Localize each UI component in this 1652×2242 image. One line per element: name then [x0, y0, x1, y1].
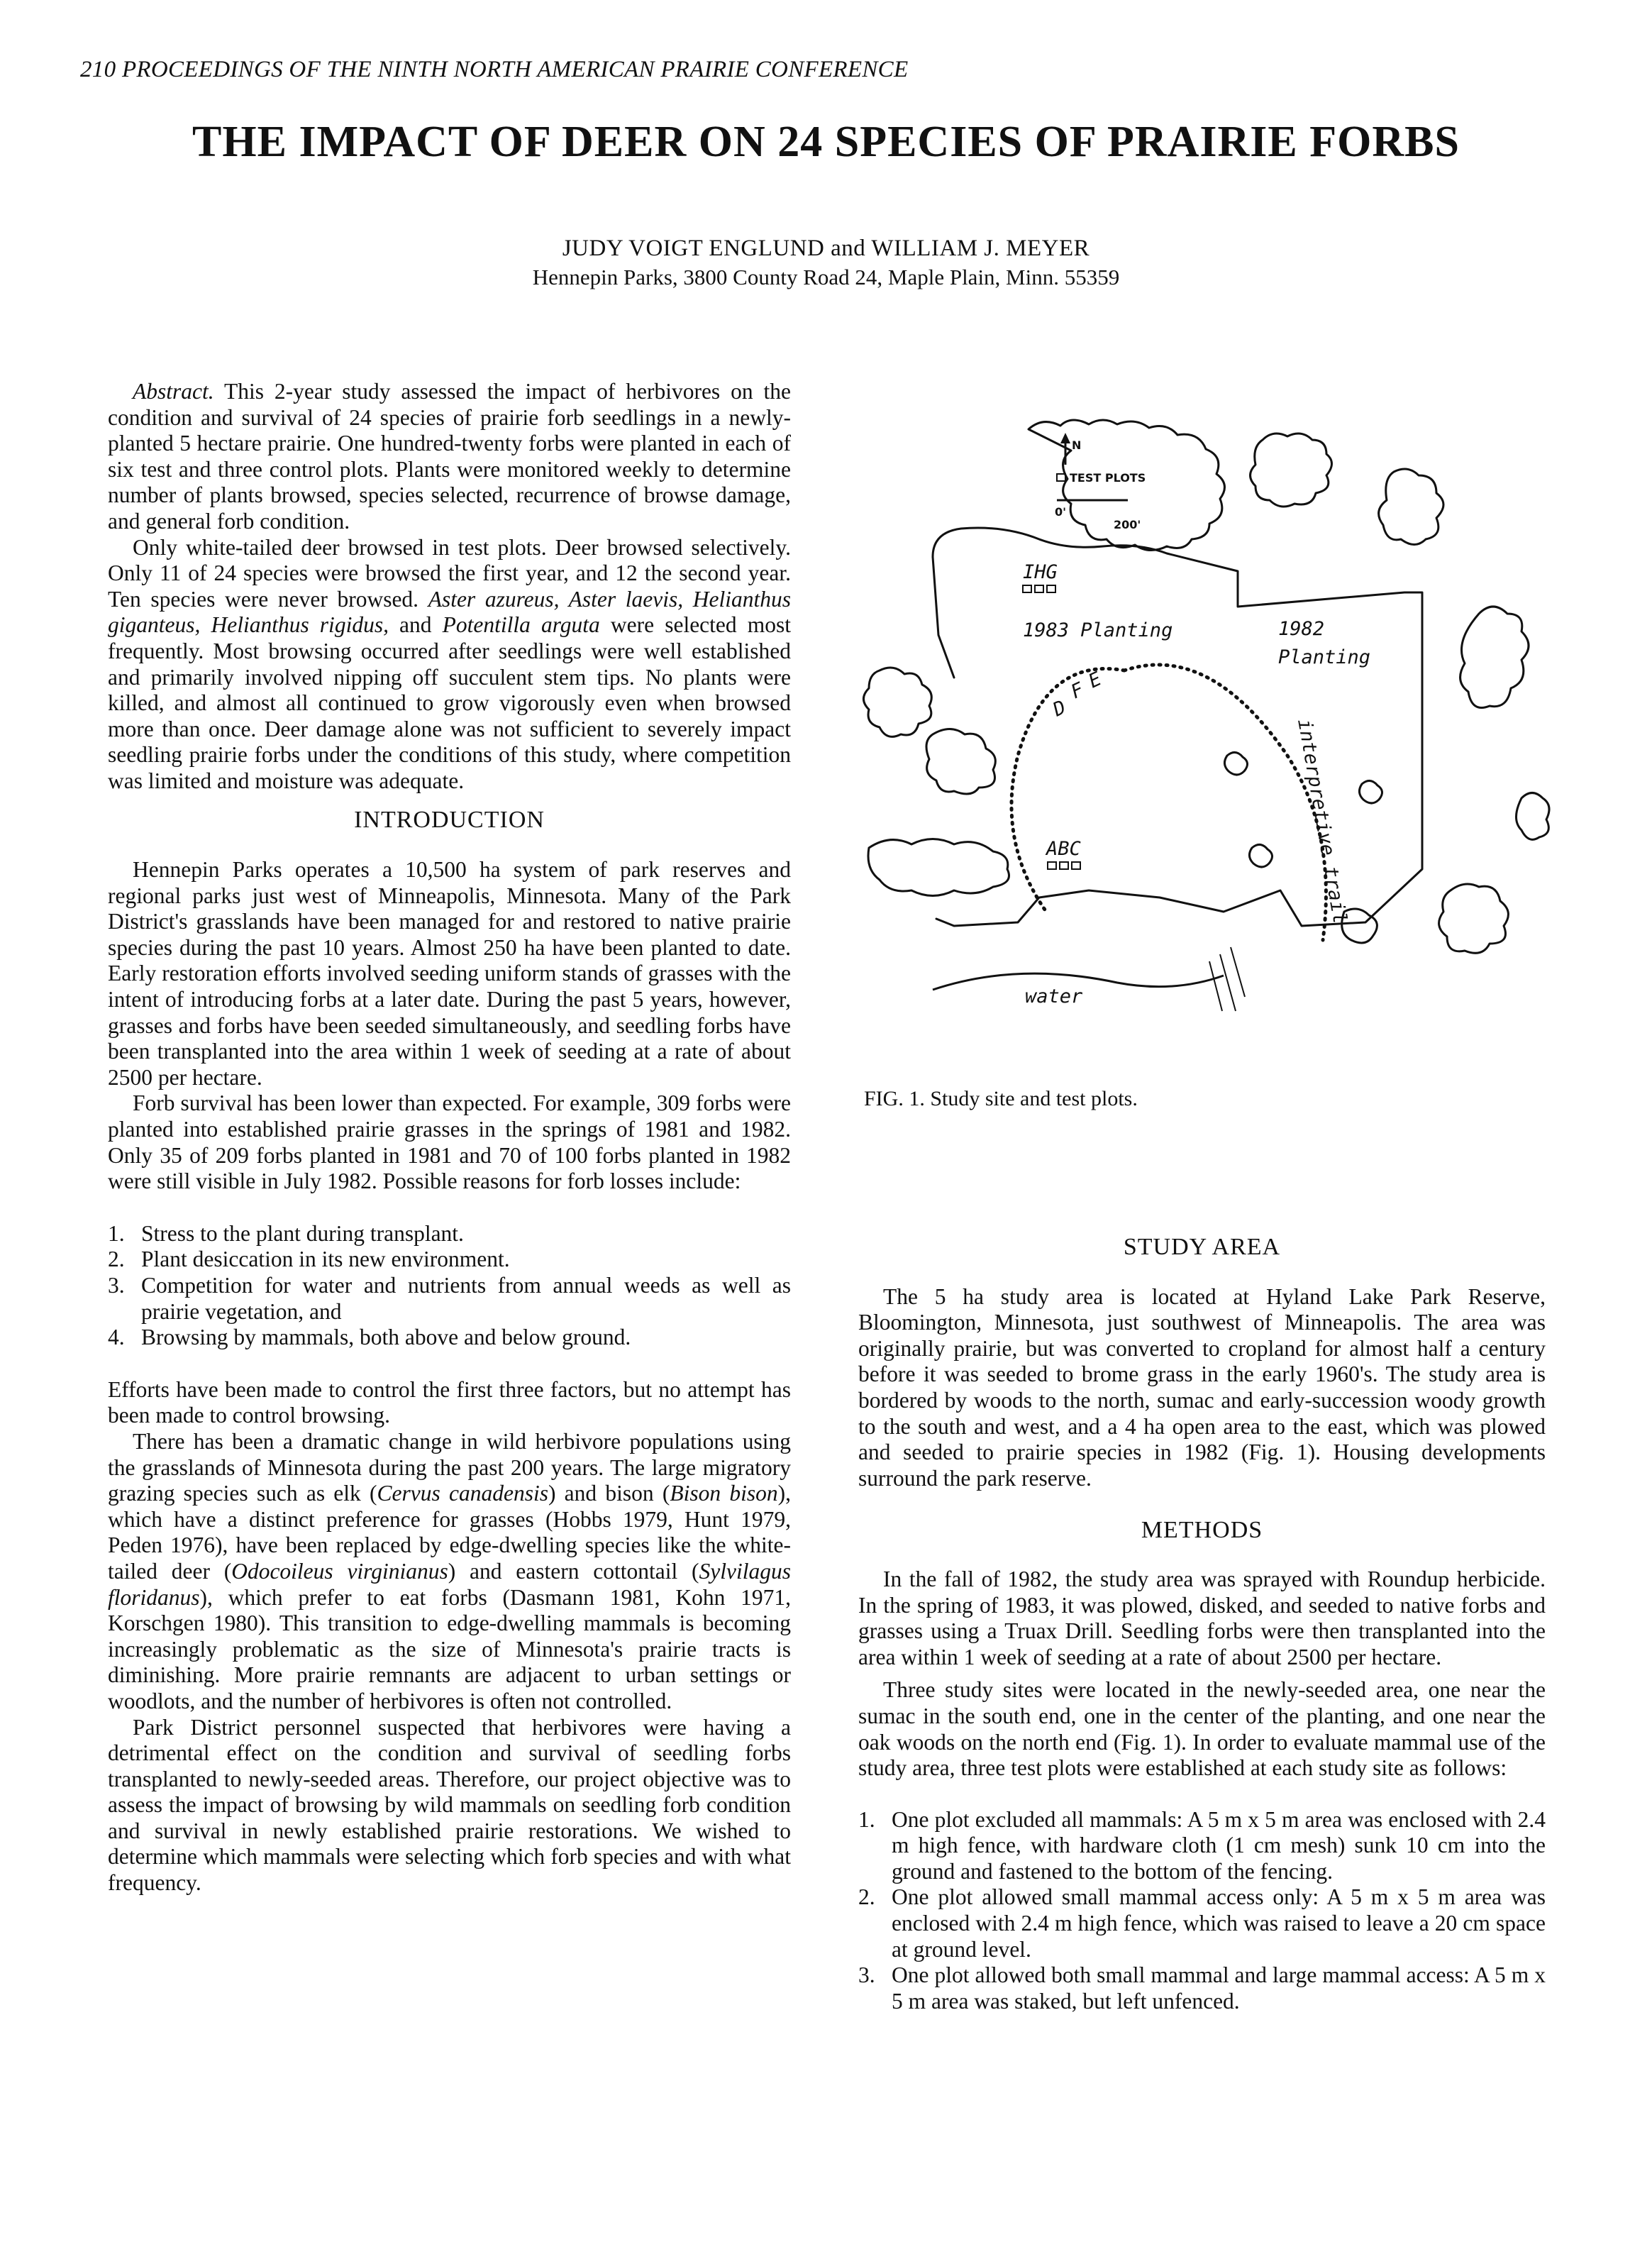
north-arrow-head	[1060, 433, 1070, 443]
list-item	[858, 1807, 1546, 1885]
site-e-label: E	[1085, 668, 1105, 693]
west-boundary	[933, 557, 954, 678]
species-elk: Cervus canadensis	[377, 1481, 548, 1506]
intro-paragraph-2: Forb survival has been lower than expected. For example, 309 forbs were planted into established prairie grasses in the springs of 1981 and 1982. Only 35 of 209 forbs planted in 1981 and 70 of 100 forbs planted in 1982 were still visible in July 1982. Possible reasons for forb losses include:	[108, 1090, 791, 1194]
list-item	[108, 1247, 791, 1273]
methods-heading: METHODS	[1141, 1517, 1263, 1544]
species-potentilla: Potentilla arguta	[442, 612, 600, 638]
intro-text-4e: ), which prefer to eat forbs (Dasmann 1981, Kohn 1971, Korschgen 1980). This transition to edge-dwelling mammals is becoming increasingly problematic as the size of Minnesota's prairie tracts is diminishing. More prairie remnants are adjacent to urban settings or woodlots, and the number of herbivores is often not controlled.	[108, 1584, 791, 1713]
list-number: 3.	[108, 1273, 125, 1298]
figure-caption: FIG. 1. Study site and test plots.	[864, 1087, 1138, 1110]
planting-1982-word: Planting	[1278, 646, 1371, 668]
list-item	[108, 1221, 791, 1247]
southwest-woods-outline	[926, 729, 995, 795]
abstract-text-2c: were selected most frequently. Most browsing occurred after seedlings were well established and primarily involved nipping off succulent stem tips. No plants were killed, and almost all continued to grow vigorously even when browsed more than once. Deer damage alone was not sufficient to severely impact seedling prairie forbs under the conditions of this study, where competition was limited and moisture was adequate.	[108, 612, 791, 793]
intro-text-4c: ), which have a distinct preference for grasses (Hobbs 1979, Hunt 1979, Peden 1976), have been replaced by edge-dwelling species like the white-tailed deer (	[108, 1481, 791, 1584]
article-title: THE IMPACT OF DEER ON 24 SPECIES OF PRAIRIE FORBS	[192, 118, 1460, 166]
legend-label: TEST PLOTS	[1070, 471, 1146, 485]
scale-end: 200'	[1114, 518, 1141, 531]
intro-text-4a: There has been a dramatic change in wild herbivore populations using the grasslands of Minnesota during the past 200 years. The large migratory grazing species such as elk (	[108, 1428, 791, 1506]
site-abc-plots	[1048, 862, 1080, 869]
legend-box	[1057, 474, 1065, 481]
introduction-heading: INTRODUCTION	[354, 806, 545, 833]
intro-paragraph-5: Park District personnel suspected that herbivores were having a detrimental effect on the condition and survival of seedling forbs transplanted to newly-seeded areas. Therefore, our project objective was to assess the impact of browsing by wild mammals on seedling forb condition and survival in newly established prairie restorations. We wished to determine which mammals were selecting which forb species and with what frequency.	[108, 1714, 791, 1896]
site-ihg-plots	[1023, 585, 1055, 592]
intro-paragraph-1: Hennepin Parks operates a 10,500 ha system of park reserves and regional parks just west of Minneapolis, Minnesota. Many of the Park District's grasslands have been managed for and restored to native prairie species during the past 10 years. Almost 250 ha have been planted to date. Early restoration efforts involved seeding uniform stands of grasses with the intent of introducing forbs at a later date. During the past 5 years, however, grasses and forbs have been seeded simultaneously, and seedling forbs have been transplanted into the area within 1 week of seeding at a rate of about 2500 per hectare.	[108, 857, 791, 1090]
list-item	[108, 1273, 791, 1325]
east-tree-outline	[1517, 793, 1550, 840]
list-number: 3.	[858, 1962, 875, 1988]
left-column	[108, 379, 791, 1896]
list-number: 1.	[108, 1220, 125, 1246]
study-area-heading: STUDY AREA	[1123, 1234, 1281, 1260]
affiliation: Hennepin Parks, 3800 County Road 24, Maple Plain, Minn. 55359	[532, 265, 1120, 289]
intro-paragraph-4	[108, 1429, 791, 1715]
far-east-woods-outline	[1460, 607, 1529, 708]
list-text: One plot allowed small mammal access only: A 5 m x 5 m area was enclosed with 2.4 m high fence, which was raised to leave a 20 cm space at ground level.	[892, 1884, 1546, 1962]
list-text: Plant desiccation in its new environment.	[141, 1247, 510, 1272]
study-area-paragraph: The 5 ha study area is located at Hyland Lake Park Reserve, Bloomington, Minnesota, just southwest of Minneapolis. The area was originally prairie, but was converted to cropland for almost half a century before it was seeded to brome grass in the early 1960's. The study area is bordered by woods to the north, sumac and early-succession woody growth to the south and west, and a 4 ha open area to the east, which was plowed and seeded to prairie species in 1982 (Fig. 1). Housing developments surround the park reserve.	[858, 1283, 1546, 1491]
abstract-text-2a: Only white-tailed deer browsed in test plots. Deer browsed selectively. Only 11 of 24 species were browsed the first year, and 12 the second year. Ten species were never browsed.	[108, 534, 791, 612]
center-bush-outline	[1224, 752, 1247, 775]
south-sumac-outline	[868, 839, 1009, 896]
methods-paragraph-2: Three study sites were located in the newly-seeded area, one near the sumac in the south end, one in the center of the planting, and one near the oak woods on the north end (Fig. 1). In order to evaluate mammal use of the study area, three test plots were established at each study site as follows:	[858, 1677, 1546, 1781]
list-item	[108, 1325, 791, 1351]
site-f-label: F	[1067, 678, 1087, 704]
site-ihg-label: IHG	[1023, 561, 1058, 583]
species-cottontail: Sylvilagus floridanus	[108, 1558, 791, 1610]
abstract-paragraph-1	[108, 379, 791, 535]
list-item	[858, 1962, 1546, 2014]
study-site-map	[855, 401, 1571, 1075]
list-number: 4.	[108, 1325, 125, 1350]
species-deer: Odocoileus virginianus	[231, 1558, 448, 1584]
intro-paragraph-3: Efforts have been made to control the first three factors, but no attempt has been made to control browsing.	[108, 1376, 791, 1428]
intro-text-4d: ) and eastern cottontail (	[448, 1558, 699, 1584]
site-abc-label: ABC	[1046, 838, 1081, 860]
north-label: N	[1072, 438, 1082, 452]
site-d-label: D	[1049, 696, 1070, 722]
list-text: Browsing by mammals, both above and below ground.	[141, 1325, 631, 1350]
abstract-paragraph-2	[108, 535, 791, 795]
planting-1982-year: 1982	[1278, 618, 1325, 640]
east-bush-outline	[1359, 780, 1382, 803]
list-text: Stress to the plant during transplant.	[141, 1220, 464, 1246]
running-head: 210 PROCEEDINGS OF THE NINTH NORTH AMERICAN PRAIRIE CONFERENCE	[80, 57, 909, 82]
authors: JUDY VOIGT ENGLUND and WILLIAM J. MEYER	[562, 236, 1090, 261]
west-woods-outline	[864, 668, 932, 736]
list-text: One plot allowed both small mammal and large mammal access: A 5 m x 5 m area was staked, but left unfenced.	[892, 1962, 1546, 2014]
list-text: One plot excluded all mammals: A 5 m x 5 m area was enclosed with 2.4 m high fence, with hardware cloth (1 cm mesh) sunk 10 cm into the ground and fastened to the bottom of the fencing.	[892, 1806, 1546, 1884]
species-bison: Bison bison	[670, 1481, 778, 1506]
planting-1983-label: 1983 Planting	[1023, 619, 1173, 641]
list-number: 2.	[858, 1884, 875, 1910]
list-number: 2.	[108, 1247, 125, 1272]
planting-boundary	[933, 528, 1422, 926]
abstract-text-2b: and	[388, 612, 443, 638]
abstract-label: Abstract.	[133, 379, 214, 404]
water-label: water	[1025, 985, 1083, 1007]
forb-loss-reasons-list	[108, 1221, 791, 1351]
list-text: Competition for water and nutrients from annual weeds as well as prairie vegetation, and	[141, 1273, 791, 1324]
map-drawing	[855, 401, 1571, 1075]
trail-label: interpretive trail	[1293, 717, 1351, 926]
methods-paragraph-1: In the fall of 1982, the study area was sprayed with Roundup herbicide. In the spring of 1983, it was plowed, disked, and seeded to native forbs and grasses using a Truax Drill. Seedling forbs were then transplanted into the area within 1 week of seeding at a rate of about 2500 per hectare.	[858, 1566, 1546, 1669]
scale-start: 0'	[1055, 505, 1067, 519]
southeast-woods-outline	[1439, 884, 1509, 953]
northeast-woods-outline	[1251, 434, 1332, 507]
list-item	[858, 1884, 1546, 1962]
list-number: 1.	[858, 1806, 875, 1832]
intro-text-4b: ) and bison (	[548, 1481, 670, 1506]
species-list: Aster azureus, Aster laevis, Helianthus giganteus, Helianthus rigidus,	[108, 586, 791, 638]
right-column	[858, 1235, 1546, 2014]
abstract-text-1: This 2-year study assessed the impact of herbivores on the condition and survival of 24 species of prairie forb seedlings in a newly-planted 5 hectare prairie. One hundred-twenty forbs were planted in each of six test and three control plots. Plants were monitored weekly to determine number of plants browsed, species selected, recurrence of browse damage, and general forb condition.	[108, 379, 791, 534]
south-bush-outline	[1249, 844, 1272, 867]
east-woods-outline	[1379, 469, 1443, 545]
test-plots-list	[858, 1807, 1546, 2015]
